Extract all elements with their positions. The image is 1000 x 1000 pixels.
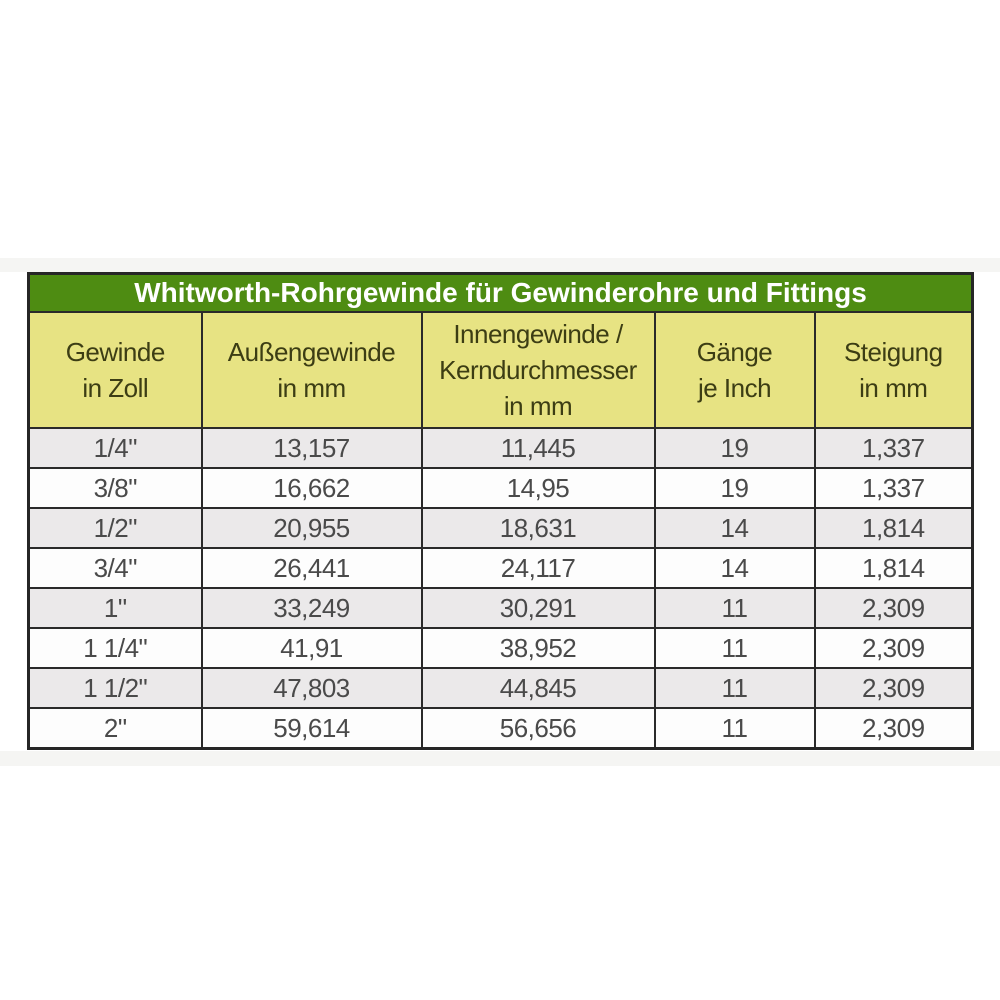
header-line: in mm [859, 373, 928, 403]
cell-aussengewinde: 41,91 [202, 628, 422, 668]
cell-gewinde: 1 1/4" [29, 628, 202, 668]
faint-band-below-table [0, 751, 1000, 766]
cell-aussengewinde: 26,441 [202, 548, 422, 588]
cell-gewinde: 1/4" [29, 428, 202, 468]
cell-aussengewinde: 13,157 [202, 428, 422, 468]
table-row [29, 468, 973, 508]
cell-gaenge: 11 [655, 708, 815, 749]
cell-aussengewinde: 16,662 [202, 468, 422, 508]
header-line: in mm [503, 391, 573, 421]
cell-gewinde: 1" [29, 588, 202, 628]
faint-band-above-table [0, 258, 1000, 272]
header-line: Innengewinde / [453, 319, 623, 349]
cell-steigung: 1,814 [815, 508, 973, 548]
header-line: Steigung [843, 337, 943, 367]
cell-gaenge: 14 [655, 508, 815, 548]
cell-innengewinde: 24,117 [422, 548, 655, 588]
table-row [29, 628, 973, 668]
cell-gaenge: 19 [655, 428, 815, 468]
cell-steigung: 2,309 [815, 588, 973, 628]
cell-innengewinde: 18,631 [422, 508, 655, 548]
col-header-innengewinde-kerndurchmesser [422, 312, 655, 428]
cell-innengewinde: 44,845 [422, 668, 655, 708]
cell-aussengewinde: 59,614 [202, 708, 422, 749]
cell-gaenge: 19 [655, 468, 815, 508]
table-row [29, 668, 973, 708]
table-row [29, 708, 973, 749]
cell-aussengewinde: 47,803 [202, 668, 422, 708]
cell-steigung: 2,309 [815, 708, 973, 749]
cell-aussengewinde: 33,249 [202, 588, 422, 628]
cell-gewinde: 2" [29, 708, 202, 749]
header-line: in Zoll [82, 373, 149, 403]
cell-steigung: 1,337 [815, 428, 973, 468]
header-line: je Inch [697, 373, 772, 403]
col-header-gewinde-in-zoll [29, 312, 202, 428]
cell-steigung: 2,309 [815, 628, 973, 668]
title-row [29, 274, 973, 313]
col-header-gaenge-je-inch [655, 312, 815, 428]
cell-gaenge: 11 [655, 588, 815, 628]
cell-innengewinde: 56,656 [422, 708, 655, 749]
table-row [29, 548, 973, 588]
table-row [29, 428, 973, 468]
cell-innengewinde: 11,445 [422, 428, 655, 468]
col-header-steigung [815, 312, 973, 428]
cell-innengewinde: 14,95 [422, 468, 655, 508]
cell-gaenge: 11 [655, 668, 815, 708]
header-line: Kerndurchmesser [439, 355, 637, 385]
cell-steigung: 2,309 [815, 668, 973, 708]
table-row [29, 508, 973, 548]
header-line: Außengewinde [227, 337, 396, 367]
cell-gewinde: 1/2" [29, 508, 202, 548]
cell-gaenge: 11 [655, 628, 815, 668]
cell-steigung: 1,814 [815, 548, 973, 588]
cell-innengewinde: 30,291 [422, 588, 655, 628]
cell-gewinde: 3/4" [29, 548, 202, 588]
whitworth-thread-table [27, 272, 974, 750]
cell-gewinde: 1 1/2" [29, 668, 202, 708]
cell-aussengewinde: 20,955 [202, 508, 422, 548]
header-line: in mm [277, 373, 346, 403]
cell-gaenge: 14 [655, 548, 815, 588]
col-header-aussengewinde [202, 312, 422, 428]
header-line: Gewinde [65, 337, 165, 367]
table-title: Whitworth-Rohrgewinde für Gewinderohre und Fittings [29, 274, 973, 313]
header-line: Gänge [696, 337, 773, 367]
cell-gewinde: 3/8" [29, 468, 202, 508]
column-header-row [29, 312, 973, 428]
cell-innengewinde: 38,952 [422, 628, 655, 668]
table-row [29, 588, 973, 628]
cell-steigung: 1,337 [815, 468, 973, 508]
